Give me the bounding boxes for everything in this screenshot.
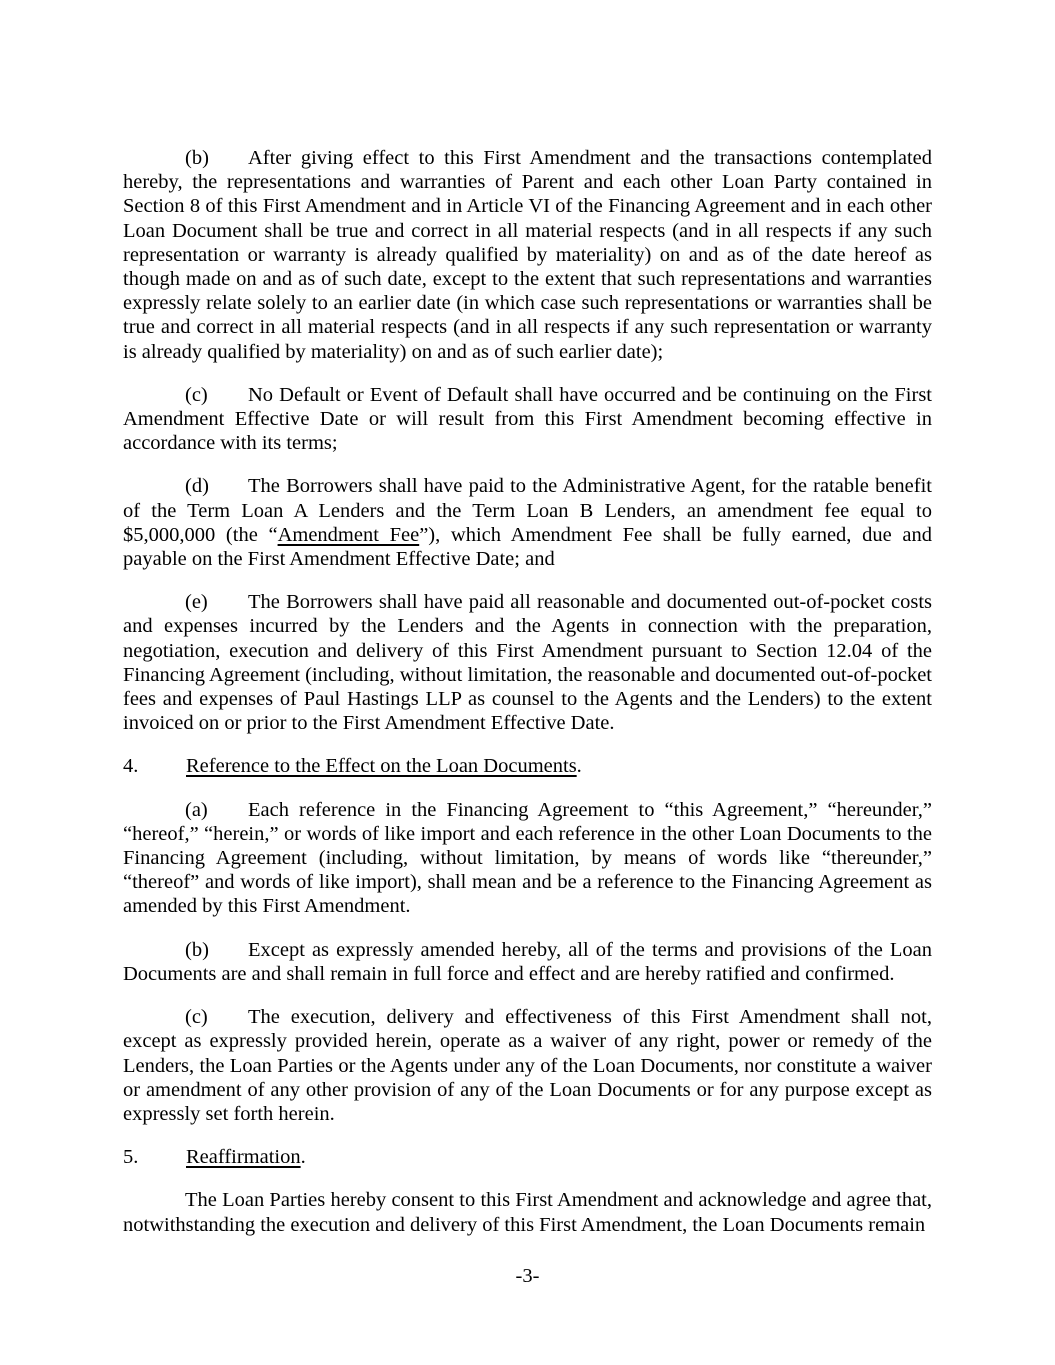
clause-b-paragraph — [123, 146, 932, 364]
section-4-clause-c-paragraph — [123, 1005, 932, 1126]
section-5-number: 5. — [123, 1146, 139, 1169]
clause-b-text: After giving effect to this First Amendment and the transactions contemplated hereby, the representations and warranties of Parent and each other Loan Party contained in Section 8 of this First Amendment and in Article VI of the Financing Agreement and in each other Loan Document shall be true and correct in all material respects (and in all respects if any such representation or warranty is already qualified by materiality) on and as of the date hereof as though made on and as of such date, except to the extent that such representations and warranties expressly relate solely to an earlier date (in which case such representations or warranties shall be true and correct in all material respects (and in all respects if any such representation or warranty is already qualified by materiality) on and as of such earlier date); — [123, 147, 932, 363]
section-4-clause-b-text: Except as expressly amended hereby, all of the terms and provisions of the Loan Documents are and shall remain in full force and effect and are hereby ratified and confirmed. — [123, 938, 932, 985]
section-4-title: Reference to the Effect on the Loan Documents — [186, 755, 577, 778]
section-5-period: . — [300, 1146, 306, 1169]
clause-e-label: (e) — [185, 591, 208, 614]
section-5-heading — [123, 1145, 932, 1169]
section-4-clause-a-label: (a) — [185, 798, 208, 821]
section-5-title: Reaffirmation — [186, 1146, 301, 1169]
amendment-fee-defined-term: Amendment Fee — [277, 523, 420, 546]
section-4-clause-a-paragraph — [123, 798, 932, 919]
section-4-clause-b-label: (b) — [185, 938, 209, 961]
clause-e-text: The Borrowers shall have paid all reasonable and documented out-of-pocket costs and expenses incurred by the Lenders and the Agents in connection with the preparation, negotiation, execution and delivery of this First Amendment pursuant to Section 12.04 of the Financing Agreement (including, without limitation, the reasonable and documented out-of-pocket fees and expenses of Paul Hastings LLP as counsel to the Agents and the Lenders) to the extent invoiced on or prior to the First Amendment Effective Date. — [123, 591, 932, 735]
closing-paragraph-text: The Loan Parties hereby consent to this First Amendment and acknowledge and agree that, notwithstanding the execution and delivery of this First Amendment, the Loan Documents remain — [123, 1189, 932, 1236]
clause-c-text: No Default or Event of Default shall have occurred and be continuing on the First Amendment Effective Date or will result from this First Amendment becoming effective in accordance with its terms; — [123, 383, 932, 455]
clause-b-label: (b) — [185, 147, 209, 169]
clause-d-text-before: The Borrowers shall have paid to the Administrative Agent, for the ratable benefit of the Term Loan A Lenders and the Term Loan B Lenders, an amendment fee equal to $5,000,000 (the “ — [123, 475, 932, 546]
clause-d-text-after: ”), which Amendment Fee shall be fully earned, due and payable on the First Amendment Effective Date; and — [123, 523, 932, 571]
clause-c-label: (c) — [185, 383, 208, 406]
section-4-heading — [123, 754, 932, 778]
document-body — [123, 146, 932, 1237]
closing-paragraph — [123, 1188, 932, 1236]
clause-d-label: (d) — [185, 475, 209, 498]
clause-c-paragraph — [123, 383, 932, 456]
section-4-period: . — [576, 755, 582, 778]
section-4-clause-b-paragraph — [123, 938, 932, 986]
clause-d-paragraph — [123, 474, 932, 571]
section-4-number: 4. — [123, 755, 139, 778]
section-4-clause-a-text: Each reference in the Financing Agreement to “this Agreement,” “hereunder,” “hereof,” “herein,” or words of like import and each reference in the other Loan Documents to the Financing Agreement (including, without limitation, by means of words like “thereunder,” “thereof” and words of like import), shall mean and be a reference to the Financing Agreement as amended by this First Amendment. — [123, 798, 932, 918]
section-4-clause-c-text: The execution, delivery and effectiveness of this First Amendment shall not, except as expressly provided herein, operate as a waiver of any right, power or remedy of the Lenders, the Loan Parties or the Agents under any of the Loan Documents, nor constitute a waiver or amendment of any other provision of any of the Loan Documents or for any purpose except as expressly set forth herein. — [123, 1006, 932, 1125]
clause-e-paragraph — [123, 590, 932, 735]
page-number: -3- — [515, 1264, 540, 1287]
section-4-clause-c-label: (c) — [185, 1006, 208, 1029]
